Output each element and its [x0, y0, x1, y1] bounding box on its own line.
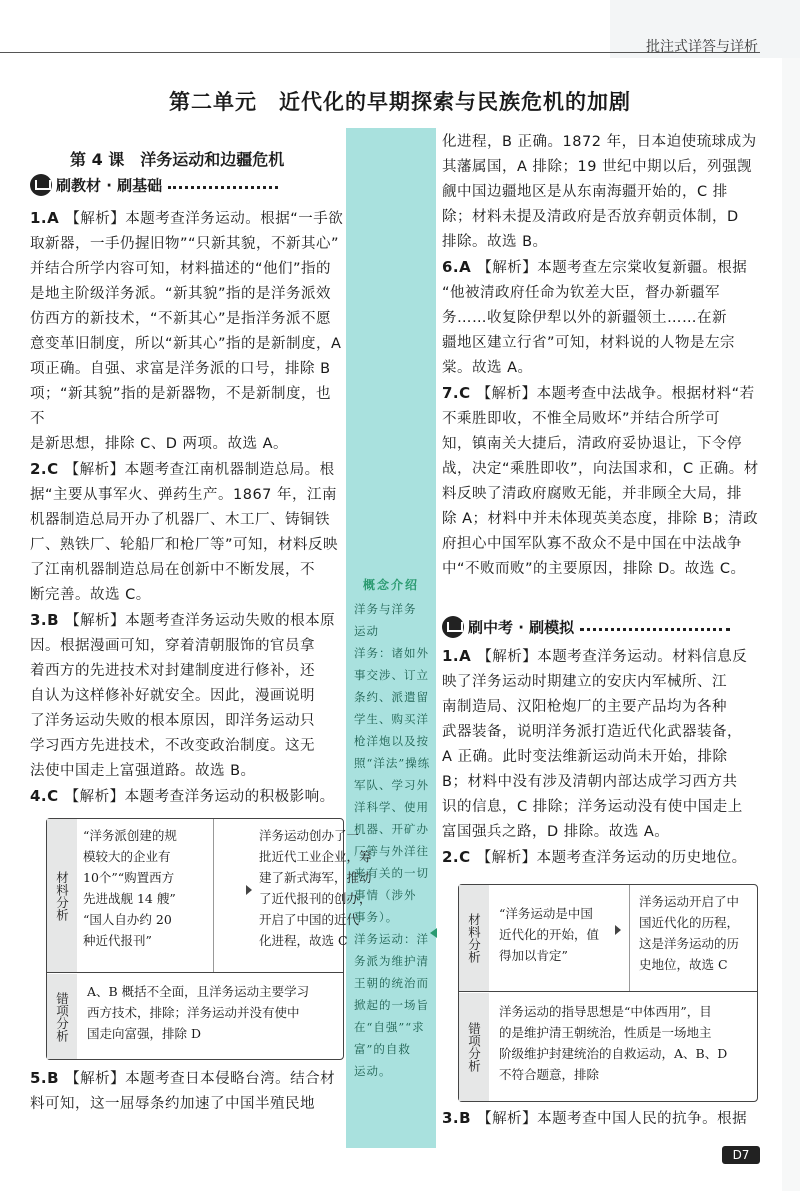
text-line: 建了新式海军，推动: [259, 870, 372, 885]
section-textbook-label: 刷教材 · 刷基础: [56, 176, 163, 195]
line-text: 厂、熟铁厂、轮船厂和枪厂等”可知，材料反映: [30, 537, 339, 553]
concept-note: [354, 598, 434, 1082]
text-line: 国走向富强，排除 D: [87, 1026, 201, 1041]
table-label-error: 错项分析: [47, 974, 77, 1059]
text-line: 化进程，故选 C: [259, 933, 348, 948]
question-head: [442, 845, 762, 871]
question-number: 7.: [442, 384, 460, 402]
text-line: 运动: [354, 624, 379, 638]
lesson-title: 第 4 课 洋务运动和边疆危机: [70, 150, 285, 169]
text-line: 事务）。: [354, 910, 399, 924]
answer-letter: B: [47, 1069, 60, 1087]
line-text: 据“主要从事军火、弹药生产。1867 年，江南: [30, 487, 338, 503]
text-line: [30, 483, 344, 508]
text-line: [30, 508, 344, 533]
question-head: [30, 457, 344, 483]
line-text: 项；“新其貌”指的是新器物，不是新制度，也不: [30, 386, 332, 427]
arrow-icon: [615, 925, 621, 935]
text-line: [30, 659, 344, 684]
text-line: 事交涉、订立: [354, 668, 429, 682]
text-line: “洋务运动是中国: [499, 906, 593, 921]
arrow-icon: [246, 885, 252, 895]
text-line: [30, 634, 344, 659]
answer-letter: C: [47, 460, 59, 478]
text-line: 西方技术，排除；洋务运动并没有使中: [87, 1005, 300, 1020]
text-line: 得加以肯定”: [499, 948, 568, 963]
question-5: [30, 1066, 344, 1117]
line-text: 项正确。自强、求富是洋务派的口号，排除 B: [30, 361, 331, 377]
line-text: 疆地区建立行省”可知，材料说的人物是左宗: [442, 335, 736, 351]
text-line: [30, 332, 344, 357]
answer-letter: C: [47, 787, 59, 805]
text-line: 条约、派遣留: [354, 690, 429, 704]
table-rule: [459, 991, 757, 992]
line-text: 取新器，一手仍握旧物”“只新其貌，不新其心”: [30, 236, 340, 252]
question-head: [442, 381, 762, 407]
text-line: [30, 257, 344, 282]
line-text: 断完善。故选 C。: [30, 587, 151, 603]
text-line: [30, 307, 344, 332]
text-line: 先进战舰 14 艘”: [83, 891, 176, 906]
answer-table-1: [46, 818, 372, 1060]
line-text: 武器装备，说明洋务派打造近代化武器装备，: [442, 724, 742, 740]
text-line: 这是洋务运动的历: [639, 936, 740, 951]
text-line: [442, 670, 762, 695]
text-line: [30, 558, 344, 583]
line-text: 并结合所学内容可知，材料描述的“他们”指的: [30, 261, 332, 277]
text-line: 掀起的一场旨: [354, 998, 429, 1012]
left-column: [30, 206, 344, 810]
table-material-text: [495, 903, 635, 966]
text-line: [442, 745, 762, 770]
page-number: D7: [722, 1146, 760, 1164]
text-line: 王朝的统治而: [354, 976, 429, 990]
text-line: [442, 306, 762, 331]
text-line: [30, 357, 344, 382]
line-text: 法使中国走上富强道路。故选 B。: [30, 763, 256, 779]
table-divider: [629, 885, 630, 991]
text-line: [30, 533, 344, 558]
question-number: 5.: [30, 1069, 48, 1087]
answer-letter: A: [459, 258, 472, 276]
text-line: 国近代化的历程，: [639, 915, 740, 930]
line-text: 【解析】本题考查中法战争。根据材料“若: [476, 386, 755, 402]
text-line: 洋务与洋务: [354, 602, 417, 616]
question-number: 1.: [30, 209, 48, 227]
line-text: 【解析】本题考查日本侵略台湾。结合材: [65, 1071, 336, 1087]
line-text: 【解析】本题考查洋务运动。材料信息反: [477, 649, 748, 665]
line-text: 不乘胜即收，不惟全局败坏”并结合所学可: [442, 411, 721, 427]
note-title: 概念介绍: [363, 578, 420, 592]
text-line: 模较大的企业有: [83, 849, 171, 864]
table-label-material: 材料分析: [47, 819, 77, 972]
text-line: 开启了中国的近代: [259, 912, 360, 927]
note-pointer-icon: [430, 928, 437, 938]
dotted-rule: [580, 624, 730, 631]
answer-letter: A: [459, 647, 472, 665]
line-text: 【解析】本题考查洋务运动。根据“一手欲: [65, 211, 344, 227]
line-text: 棠。故选 A。: [442, 360, 533, 376]
text-line: [30, 282, 344, 307]
line-text: 中“不败而败”的主要原因，排除 D。故选 C。: [442, 561, 746, 577]
line-text: 富国强兵之路，D 排除。故选 A。: [442, 824, 670, 840]
text-line: 事情（涉外: [354, 888, 417, 902]
line-text: 了江南机器制造总局在创新中不断发展，不: [30, 562, 315, 578]
text-line: 化进程，B 正确。1872 年，日本迫使琉球成为: [442, 134, 757, 150]
text-line: [442, 795, 762, 820]
text-line: [442, 532, 762, 557]
side-margin: [782, 58, 800, 1191]
question-head: [30, 206, 344, 232]
text-line: 照“洋法”操练: [354, 756, 431, 770]
exam-column: [442, 644, 762, 871]
text-line: [442, 356, 762, 381]
line-text: 映了洋务运动时期建立的安庆内军械所、江: [442, 674, 727, 690]
question-head: [30, 608, 344, 634]
text-line: [30, 759, 344, 784]
page-header: [0, 0, 800, 58]
line-text: 识的信息，C 排除；洋务运动没有使中国走上: [442, 799, 743, 815]
text-line: [30, 583, 344, 608]
section-textbook: [30, 174, 278, 200]
line-text: 府担心中国军队寡不敌众不是中国在中法战争: [442, 536, 742, 552]
table-label-material: 材料分析: [459, 885, 489, 991]
line-text: 仿西方的新技术，“不新其心”是指洋务派不愿: [30, 311, 332, 327]
answer-letter: B: [459, 1109, 472, 1127]
text-line: [442, 507, 762, 532]
line-text: 除 A；材料中并未体现英美态度，排除 B；清政: [442, 511, 759, 527]
text-line: 10个”“购置西方: [83, 870, 175, 885]
text-line: [442, 407, 762, 432]
line-text: 南制造局、汉阳枪炮厂的主要产品均为各种: [442, 699, 727, 715]
text-line: 的是维护清王朝统治，性质是一场地主: [499, 1025, 712, 1040]
text-line: A、B 概括不全面，且洋务运动主要学习: [87, 984, 310, 999]
text-line: [30, 382, 344, 432]
text-line: 洋务运动开启了中: [639, 894, 740, 909]
text-line: 厂等与外洋往: [354, 844, 429, 858]
text-line: 近代化的开始，值: [499, 927, 600, 942]
question-head: [442, 255, 762, 281]
text-line: 批近代工业企业，筹: [259, 849, 372, 864]
table-label-error: 错项分析: [459, 993, 489, 1101]
text-line: 洋务运动：洋: [354, 932, 429, 946]
question-number: 2.: [442, 848, 460, 866]
text-line: 务派为维护清: [354, 954, 429, 968]
book-icon: [30, 174, 52, 196]
book-icon: [442, 616, 464, 638]
text-line: [30, 709, 344, 734]
line-text: 【解析】本题考查左宗棠收复新疆。根据: [477, 260, 748, 276]
table-error-text: [495, 1001, 761, 1085]
question-head: [30, 1066, 344, 1092]
table-analysis-text: [635, 891, 767, 975]
text-line: 种近代报刊”: [83, 933, 152, 948]
line-text: 因。根据漫画可知，穿着清朝服饰的官员拿: [30, 638, 315, 654]
text-line: [30, 734, 344, 759]
text-line: 洋务运动创办了一: [259, 828, 360, 843]
text-line: 枪洋炮以及按: [354, 734, 429, 748]
line-text: A 正确。此时变法维新运动尚未开始，排除: [442, 749, 728, 765]
line-text: 机器制造总局开办了机器厂、木工厂、铸铜铁: [30, 512, 330, 528]
table-divider: [213, 819, 214, 972]
text-line: 洋科学、使用: [354, 800, 429, 814]
text-line: 军队、学习外: [354, 778, 429, 792]
text-line: [30, 684, 344, 709]
line-text: 务……收复除伊犁以外的新疆领土……在新: [442, 310, 727, 326]
line-text: 料反映了清政府腐败无能，并非顾全大局，排: [442, 486, 742, 502]
text-line: [442, 331, 762, 356]
text-line: [442, 770, 762, 795]
line-text: 战，决定“乘胜即收”，向法国求和，C 正确。材: [442, 461, 759, 477]
right-column: [442, 130, 762, 582]
text-line: 学生、购买洋: [354, 712, 429, 726]
line-text: “他被清政府任命为钦差大臣，督办新疆军: [442, 285, 721, 301]
text-line: [442, 720, 762, 745]
answer-letter: B: [47, 611, 60, 629]
text-line: 来有关的一切: [354, 866, 429, 880]
line-text: 自认为这样修补好就安全。因此，漫画说明: [30, 688, 315, 704]
text-line: 富”的自救: [354, 1042, 411, 1056]
text-line: 洋务：诸如外: [354, 646, 429, 660]
answer-letter: C: [459, 384, 471, 402]
text-line: 了近代报刊的创办，: [259, 891, 372, 906]
answer-letter: C: [459, 848, 471, 866]
dotted-rule: [168, 182, 278, 189]
text-line: [442, 432, 762, 457]
line-text: 【解析】本题考查洋务运动失败的根本原: [65, 613, 336, 629]
text-line: [442, 695, 762, 720]
text-line: 史地位，故选 C: [639, 957, 728, 972]
text-line: [442, 557, 762, 582]
text-line: 阶级维护封建统治的自救运动，A、B、D: [499, 1046, 728, 1061]
answer-table-2: [458, 884, 758, 1102]
line-text: 【解析】本题考查洋务运动的历史地位。: [476, 850, 747, 866]
line-text: 学习西方先进技术，不改变政治制度。这无: [30, 738, 315, 754]
line-text: 【解析】本题考查洋务运动的积极影响。: [64, 789, 335, 805]
header-tab-label: 批注式详答与详析: [646, 39, 758, 55]
table-material-text: [79, 825, 217, 951]
question-number: 6.: [442, 258, 460, 276]
text-line: [442, 820, 762, 845]
text-line: [30, 1092, 344, 1117]
section-exam: [442, 616, 730, 642]
question-head: [442, 1106, 762, 1132]
text-line: [442, 457, 762, 482]
text-line: “洋务派创建的规: [83, 828, 177, 843]
text-line: 觎中国边疆地区是从东南海疆开始的，C 排: [442, 184, 728, 200]
text-line: 洋务运动的指导思想是“中体西用”，目: [499, 1004, 712, 1019]
line-text: 着西方的先进技术对封建制度进行修补，还: [30, 663, 315, 679]
unit-title: 第二单元 近代化的早期探索与民族危机的加剧: [169, 90, 631, 114]
text-line: 其藩属国，A 排除；19 世纪中期以后，列强觊: [442, 159, 753, 175]
table-rule: [47, 972, 343, 973]
question-number: 3.: [442, 1109, 460, 1127]
text-line: 运动。: [354, 1064, 392, 1078]
text-line: 在“自强”“求: [354, 1020, 425, 1034]
exam-question-3: [442, 1106, 762, 1132]
question-number: 2.: [30, 460, 48, 478]
text-line: 除；材料未提及清政府是否放弃朝贡体制，D: [442, 209, 739, 225]
line-text: 知，镇南关大捷后，清政府妥协退让，下令停: [442, 436, 742, 452]
text-line: [30, 432, 344, 457]
answer-letter: A: [47, 209, 60, 227]
line-text: 是新思想，排除 C、D 两项。故选 A。: [30, 436, 289, 452]
line-text: 料可知，这一屈辱条约加速了中国半殖民地: [30, 1096, 315, 1112]
line-text: 了洋务运动失败的根本原因，即洋务运动只: [30, 713, 315, 729]
text-line: 排除。故选 B。: [442, 234, 548, 250]
text-line: [442, 281, 762, 306]
line-text: 【解析】本题考查江南机器制造总局。根: [64, 462, 335, 478]
line-text: 意变革旧制度，所以“新其心”指的是新制度，A: [30, 336, 342, 352]
text-line: [442, 482, 762, 507]
line-text: 【解析】本题考查中国人民的抗争。根据: [477, 1111, 748, 1127]
text-line: “国人自办约 20: [83, 912, 172, 927]
question-head: [30, 784, 344, 810]
table-error-text: [83, 981, 347, 1044]
section-exam-label: 刷中考 · 刷模拟: [468, 618, 575, 637]
text-line: 不符合题意，排除: [499, 1067, 600, 1082]
question-number: 3.: [30, 611, 48, 629]
text-line: [30, 232, 344, 257]
text-line: 机器、开矿办: [354, 822, 429, 836]
question-number: 4.: [30, 787, 48, 805]
line-text: 是地主阶级洋务派。“新其貌”指的是洋务派效: [30, 286, 332, 302]
question-head: [442, 644, 762, 670]
question-number: 1.: [442, 647, 460, 665]
line-text: B；材料中没有涉及清朝内部达成学习西方共: [442, 774, 738, 790]
